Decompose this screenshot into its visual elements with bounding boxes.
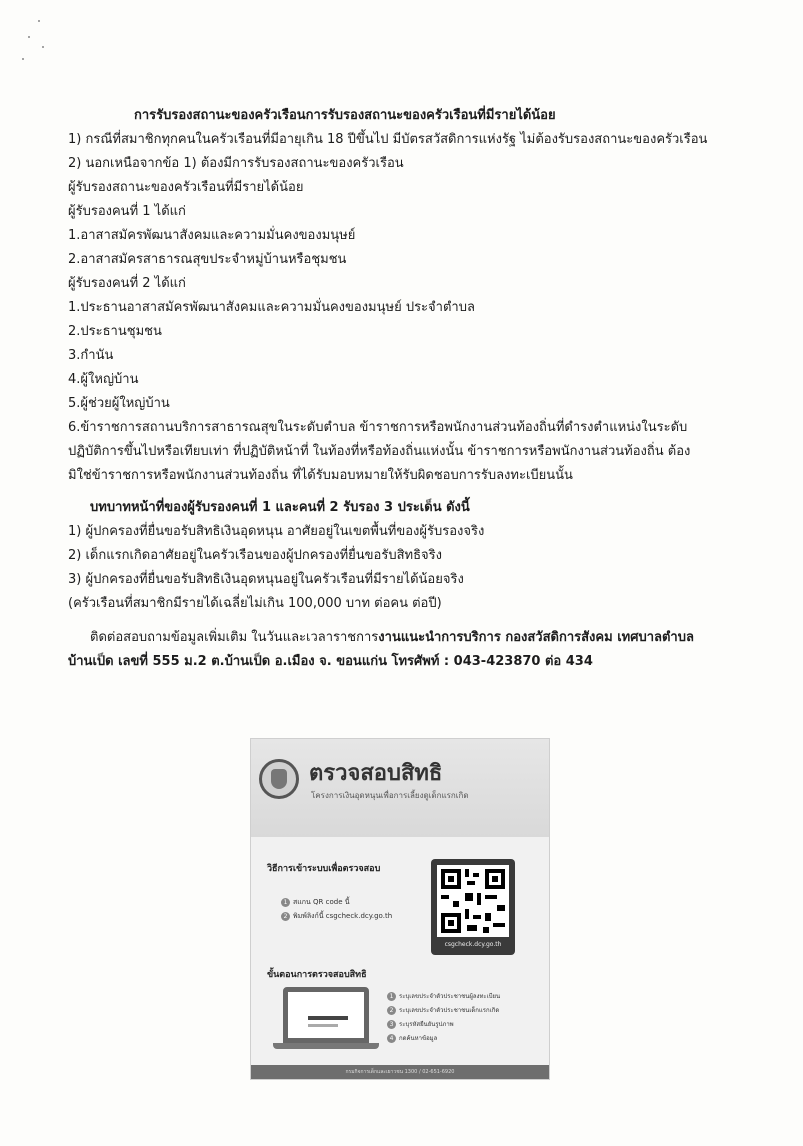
- duty-item: (ครัวเรือนที่สมาชิกมีรายได้เฉลี่ยไม่เกิน 100,000 บาท ต่อคน ต่อปี): [68, 596, 442, 611]
- duty-item: 3) ผู้ปกครองที่ยื่นขอรับสิทธิเงินอุดหนุนอยู่ในครัวเรือนที่มีรายได้น้อยจริง: [68, 572, 464, 587]
- poster-title: ตรวจสอบสิทธิ: [309, 761, 443, 786]
- method-item: 1 สแกน QR code นี้: [281, 897, 350, 908]
- body-line: ผู้รับรองคนที่ 1 ได้แก่: [68, 204, 186, 219]
- number-1-icon: 1: [387, 992, 396, 1001]
- body-line: ปฏิบัติการขึ้นไปหรือเทียบเท่า ที่ปฏิบัติหน้าที่ ในท้องที่หรือท้องถิ่นแห่งนั้น ข้าราชการหรือพนักงานส่วนท้องถิ่น ต้อง: [68, 444, 691, 459]
- laptop-icon: [283, 987, 369, 1043]
- contact-line-2: บ้านเป็ด เลขที่ 555 ม.2 ต.บ้านเป็ด อ.เมือง จ. ขอนแก่น โทรศัพท์ : 043-423870 ต่อ 434: [68, 654, 593, 669]
- scan-specks: [18, 18, 58, 68]
- body-line: 4.ผู้ใหญ่บ้าน: [68, 372, 139, 387]
- poster-footer: กรมกิจการเด็กและเยาวชน 1300 / 02-651-6920: [251, 1065, 549, 1079]
- government-seal-icon: [259, 759, 299, 799]
- method-title: วิธีการเข้าระบบเพื่อตรวจสอบ: [267, 864, 381, 874]
- contact-lead: ติดต่อสอบถามข้อมูลเพิ่มเติม ในวันและเวลาราชการ: [90, 630, 379, 645]
- body-line: มิใช่ข้าราชการหรือพนักงานส่วนท้องถิ่น ที่ได้รับมอบหมายให้รับผิดชอบการรับลงทะเบียนนั้น: [68, 468, 573, 483]
- check-rights-poster: [250, 738, 550, 1080]
- body-line: 6.ข้าราชการสถานบริการสาธารณสุขในระดับตำบล ข้าราชการหรือพนักงานส่วนท้องถิ่นที่ดำรงตำแหน่งในระดับ: [68, 420, 688, 435]
- body-line: 2.ประธานชุมชน: [68, 324, 162, 339]
- step-item: 2 ระบุเลขประจำตัวประชาชนเด็กแรกเกิด: [387, 1005, 499, 1015]
- laptop-base: [273, 1043, 379, 1049]
- body-line: ผู้รับรองสถานะของครัวเรือนที่มีรายได้น้อย: [68, 180, 304, 195]
- duty-item: 1) ผู้ปกครองที่ยื่นขอรับสิทธิเงินอุดหนุน อาศัยอยู่ในเขตพื้นที่ของผู้รับรองจริง: [68, 524, 485, 539]
- number-1-icon: 1: [281, 898, 290, 907]
- method-item: 2 พิมพ์ลิงก์นี้ csgcheck.dcy.go.th: [281, 911, 392, 922]
- contact-office: งานแนะนำการบริการ กองสวัสดิการสังคม เทศบาลตำบล: [378, 630, 694, 645]
- body-line: 1.อาสาสมัครพัฒนาสังคมและความมั่นคงของมนุษย์: [68, 228, 356, 243]
- body-line: 5.ผู้ช่วยผู้ใหญ่บ้าน: [68, 396, 170, 411]
- number-2-icon: 2: [387, 1006, 396, 1015]
- body-line: 3.กำนัน: [68, 348, 114, 363]
- document-title: การรับรองสถานะของครัวเรือนการรับรองสถานะของครัวเรือนที่มีรายได้น้อย: [134, 108, 556, 123]
- poster-subtitle: โครงการเงินอุดหนุนเพื่อการเลี้ยงดูเด็กแรกเกิด: [311, 791, 469, 800]
- steps-title: ขั้นตอนการตรวจสอบสิทธิ: [267, 970, 367, 980]
- body-line: 2) นอกเหนือจากข้อ 1) ต้องมีการรับรองสถานะของครัวเรือน: [68, 156, 404, 171]
- qr-caption: csgcheck.dcy.go.th: [444, 941, 502, 948]
- qr-code-icon[interactable]: [437, 865, 509, 937]
- number-2-icon: 2: [281, 912, 290, 921]
- body-line: ผู้รับรองคนที่ 2 ได้แก่: [68, 276, 186, 291]
- body-line: 2.อาสาสมัครสาธารณสุขประจำหมู่บ้านหรือชุมชน: [68, 252, 347, 267]
- poster-header: [251, 739, 549, 837]
- duties-title: บทบาทหน้าที่ของผู้รับรองคนที่ 1 และคนที่ 2 รับรอง 3 ประเด็น ดังนี้: [90, 500, 470, 515]
- duty-item: 2) เด็กแรกเกิดอาศัยอยู่ในครัวเรือนของผู้ปกครองที่ยื่นขอรับสิทธิจริง: [68, 548, 442, 563]
- step-item: 1 ระบุเลขประจำตัวประชาชนผู้ลงทะเบียน: [387, 991, 500, 1001]
- body-line: 1.ประธานอาสาสมัครพัฒนาสังคมและความมั่นคงของมนุษย์ ประจำตำบล: [68, 300, 475, 315]
- body-line: 1) กรณีที่สมาชิกทุกคนในครัวเรือนที่มีอายุเกิน 18 ปีขึ้นไป มีบัตรสวัสดิการแห่งรัฐ ไม่ต้องรับรองสถานะของครัวเรือน: [68, 132, 708, 147]
- step-item: 4 กดค้นหาข้อมูล: [387, 1033, 437, 1043]
- step-item: 3 ระบุรหัสยืนยันรูปภาพ: [387, 1019, 454, 1029]
- contact-line-1: [68, 626, 758, 650]
- number-3-icon: 3: [387, 1020, 396, 1029]
- document-body: [68, 104, 758, 674]
- qr-code-panel[interactable]: [431, 859, 515, 955]
- number-4-icon: 4: [387, 1034, 396, 1043]
